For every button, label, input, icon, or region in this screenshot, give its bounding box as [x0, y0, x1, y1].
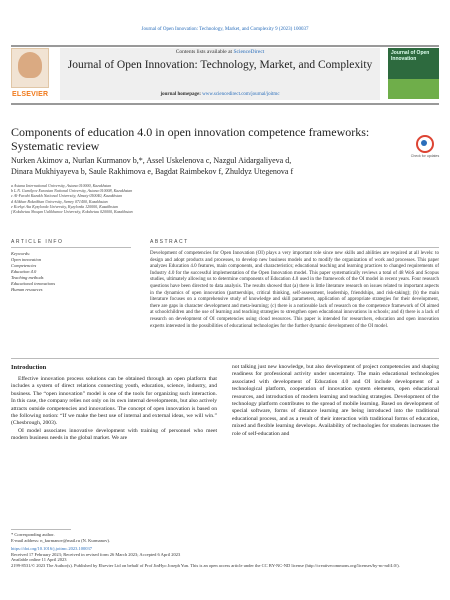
license-note[interactable]: 2199-8531/© 2023 The Author(s). Published by Elsevier Ltd on behalf of Prof JinHyo Joseph Yun. This is an open access article under the CC BY-NC-ND license (http://creativecommons.org/licenses/by-nc-nd/4.0/). — [11, 562, 400, 568]
homepage-link[interactable]: www.sciencedirect.com/journal/joitmc — [202, 92, 280, 97]
introduction-column-2 — [232, 364, 439, 438]
journal-cover — [388, 48, 439, 99]
keyword: Competencies — [11, 263, 37, 268]
abstract-heading: ABSTRACT — [150, 239, 189, 245]
available-online: Available online 11 April 2023 — [11, 557, 67, 563]
divider — [11, 358, 439, 359]
keyword: Human resources — [11, 287, 43, 292]
abstract-text: Development of competencies for Open Innovation (OI) plays a very important role since new skills and abilities are required at all levels: to design and adopt products and processes, to develop new business models and to modify the organization of work and processes. This paper analyzes Education 4.0 features, main components, and characteristics; educational teaching and learning practices to changed requirements of Industry 4.0 for the successful implementation of the Open Innovation model. This paper systematically reviews a total of 48 WoS and Scopus studies, ultimately allowing us to determine components of Education 4.0 used in the framework of the OI model in recent years. Four research questions have been directed to data analysis. The results showed that (a) there is little literature research on issues related to important aspects in the dynamics of open innovation (partnerships, critical thinking, self-assessment, leadership, friendships, and risk-taking); (b) the main literature focuses on a comprehensive study of knowledge and skill parameters, application of appropriate strategies for their development, there are gaps in character development and meta-learning; (c) there is a noticeable lack of research on the competence framework of OI aimed at schoolchildren and the use of learning and teaching strategies to strengthen open educational innovations in schools; and d) there is a lack of research on development of OI competencies using cloud resources. This paper is intended for researchers, education and open innovation experts interested in the possibilities of educational technologies for the further dynamic development of the OI model. — [150, 251, 439, 329]
introduction-column-1 — [11, 376, 217, 443]
footnote-divider — [11, 529, 71, 530]
authors-line-2: Dinara Mukhiyayeva b, Saule Rakhimova e, Bagdat Raimbekov f, Zhuldyz Utegenova f — [11, 167, 294, 176]
tree-icon — [18, 52, 42, 78]
keyword: Teaching methods — [11, 275, 44, 280]
affiliation: d Alikhan Bokeikhan University, Semey 071400, Kazakhstan — [11, 198, 108, 204]
top-citation[interactable]: Journal of Open Innovation: Technology, Market, and Complexity 9 (2023) 100037 — [141, 27, 309, 32]
divider — [150, 247, 439, 248]
paragraph: not talking just new knowledge, but also development of project competencies and shaping readiness for professional activity under uncertainty. The main educational technologies associated with development of Education 4.0 and OI include development of a technological platform, cooperation of innovation system elements, open educational resources, and introduction of modern learning and teaching strategies. Development of the technology platform contributes to the spread of mobile learning. Based on development of special software, forms of distance learning are being introduced into the traditional educational process, and as a result of their interaction with traditional forms of education, mixed and flexible learning develops. Availability of technologies for students increases the role of self-education and — [232, 364, 439, 437]
introduction-heading: Introduction — [11, 364, 47, 371]
contents-available: Contents lists available at ScienceDirect — [175, 49, 265, 55]
affiliation: a Astana International University, Astana 010000, Kazakhstan — [11, 183, 112, 188]
keyword: Education 4.0 — [11, 269, 37, 274]
affiliation: c Al-Farabi Kazakh National University, Almaty 050040, Kazakhstan — [11, 193, 123, 199]
authors-line-1: Nurken Akimov a, Nurlan Kurmanov b,*, Assel Uskelenova c, Nazgul Aidargaliyeva d, — [11, 156, 292, 165]
journal-info-box — [60, 48, 380, 100]
corresponding-note: * Corresponding author. — [11, 532, 55, 537]
paragraph: OI model associates innovative development with training of personnel who meet modern business needs in the global market. We are — [11, 427, 217, 442]
divider — [11, 247, 131, 248]
article-info-heading: ARTICLE INFO — [11, 239, 64, 245]
elsevier-logo — [11, 48, 49, 98]
paragraph: Effective innovation process solutions can be obtained through an open platform that includes a system of direct relations connecting youth, education, science, industry, and business. The “open innovation” model is one of the tools for organizing such interaction. In this case, the company relies not only on its own internal developments, but also actively attracts outside competencies and innovations. The concept of open innovation is based on the following notion: “If we make the best use of internal and external ideas, we will win.” (Chesbrough, 2003). — [11, 376, 217, 427]
affiliation: f Kokshetau Shoqan Ualikhanov University, Kokshetau 020000, Kazakhstan — [11, 209, 133, 215]
author-list — [11, 155, 391, 177]
check-updates-button[interactable]: Check for updates — [410, 135, 440, 158]
email-note[interactable]: E-mail address: n_kurmanov@mail.ru (N. Kurmanov). — [11, 537, 110, 543]
affiliation: e Korkyt Ata Kyzylorda University, Kyzylorda 120000, Kazakhstan — [11, 203, 118, 209]
keywords-label: Keywords: — [11, 251, 31, 256]
check-updates-icon — [416, 135, 434, 153]
keyword: Educational innovations — [11, 281, 56, 286]
article-title: Components of education 4.0 in open innovation competence frameworks: Systematic review — [11, 125, 370, 153]
cover-band — [388, 79, 439, 99]
keyword: Open innovation — [11, 257, 42, 262]
affiliations — [11, 183, 431, 214]
footnotes — [11, 532, 439, 569]
journal-title: Journal of Open Innovation: Technology, Market, and Complexity — [67, 59, 373, 71]
cover-title: Journal of Open Innovation — [391, 50, 430, 62]
sciencedirect-link[interactable]: ScienceDirect — [233, 49, 265, 55]
journal-homepage: journal homepage: www.sciencedirect.com/journal/joitmc — [160, 92, 280, 97]
keywords — [11, 251, 131, 293]
affiliation: b L.N. Gumilyov Eurasian National University, Astana 010008, Kazakhstan — [11, 188, 133, 194]
doi-link[interactable]: https://doi.org/10.1016/j.joitmc.2023.100037 — [11, 546, 93, 552]
publisher-name: ELSEVIER — [12, 91, 49, 98]
received-dates: Received 17 February 2023; Received in revised form 26 March 2023; Accepted 6 April 2023 — [11, 551, 181, 557]
